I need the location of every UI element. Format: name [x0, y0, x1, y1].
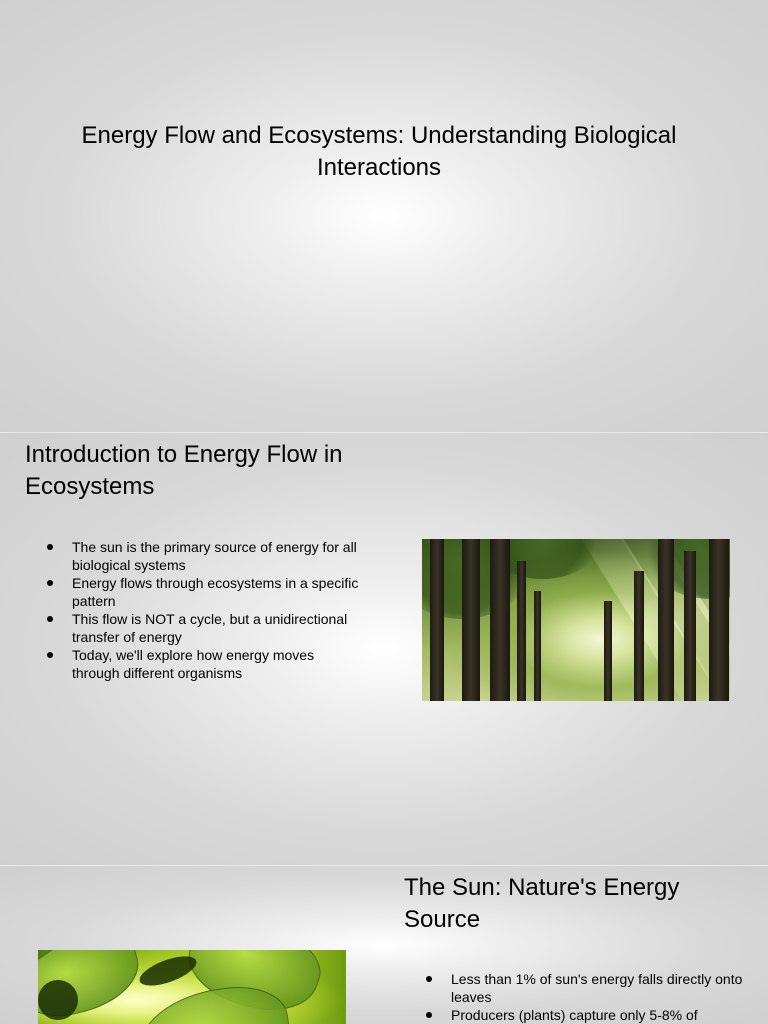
- bullet-item: Less than 1% of sun's energy falls directly onto leaves: [404, 970, 744, 1006]
- bullet-item: This flow is NOT a cycle, but a unidirectional transfer of energy: [25, 610, 365, 646]
- bullet-list: [25, 538, 365, 682]
- forest-sunlight-image: [422, 539, 730, 701]
- slide-1: [0, 0, 768, 432]
- slide-3: [0, 866, 768, 1024]
- slide-heading: The Sun: Nature's Energy Source: [404, 874, 680, 933]
- slide-2: [0, 433, 768, 865]
- bullet-item: Today, we'll explore how energy moves through different organisms: [25, 646, 365, 682]
- slide-title: Energy Flow and Ecosystems: Understanding Biological Interactions: [81, 122, 677, 181]
- slide-heading: Introduction to Energy Flow in Ecosystems: [25, 441, 343, 500]
- bullet-item: Energy flows through ecosystems in a specific pattern: [25, 574, 365, 610]
- bullet-list: [404, 970, 744, 1024]
- bullet-item: Producers (plants) capture only 5-8% of: [404, 1006, 744, 1024]
- bullet-item: The sun is the primary source of energy for all biological systems: [25, 538, 365, 574]
- green-leaves-image: [38, 950, 346, 1024]
